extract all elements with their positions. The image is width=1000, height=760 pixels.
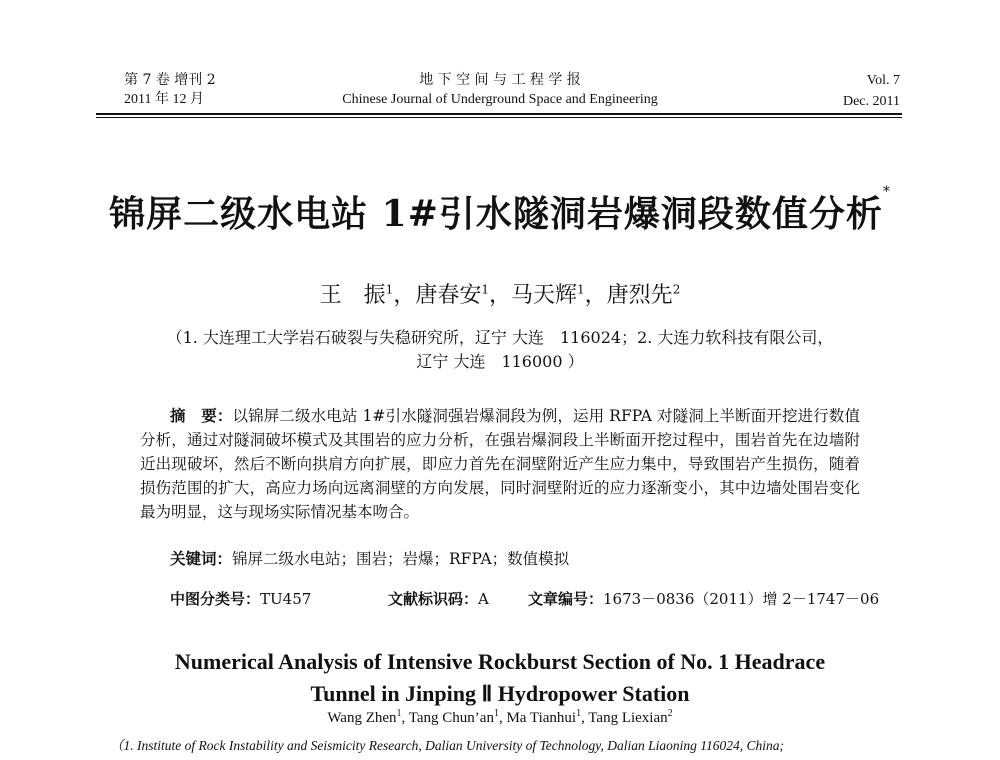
title-en-line2: Tunnel in Jinping Ⅱ Hydropower Station	[310, 681, 690, 706]
affiliation-en: （1. Institute of Rock Instability and Seismicity Research, Dalian University of Technology, Dalian Liaoning 116024, China;	[110, 738, 785, 753]
author-separator-en: ,	[401, 710, 409, 726]
author-affil-mark-en: 1	[493, 708, 499, 719]
author-separator: ，	[584, 283, 607, 308]
author-separator-en: ,	[581, 710, 589, 726]
keywords-text: 锦屏二级水电站；围岩；岩爆；RFPA；数值模拟	[232, 550, 570, 568]
abstract-text: 以锦屏二级水电站 1#引水隧洞强岩爆洞段为例，运用 RFPA 对隧洞上半断面开挖进行数值分析，通过对隧洞破坏模式及其围岩的应力分析，在强岩爆洞段上半断面开挖过程中，围岩首先在边墙附近出现破坏，然后不断向拱肩方向扩展，即应力首先在洞壁附近产生应力集中，导致围岩产生损伤，随着损伤范围的扩大，高应力场向远离洞壁的方向发展，同时洞壁附近的应力逐渐变小，其中边墙处围岩变化最为明显，这与现场实际情况基本吻合。	[140, 407, 860, 521]
author-name: 唐春安	[415, 283, 482, 308]
affiliation-cn-line2: 辽宁 大连 116000 ）	[416, 352, 584, 371]
author-name-en: Tang Liexian	[588, 710, 668, 726]
article-value: 1673－0836（2011）增 2－1747－06	[603, 590, 880, 608]
date-cn: 2011 年 12 月	[124, 92, 204, 107]
affiliation-cn	[150, 326, 850, 374]
author-name-en: Tang Chun’an	[408, 710, 494, 726]
author-separator: ，	[393, 283, 416, 308]
title-en-line1: Numerical Analysis of Intensive Rockburst Section of No. 1 Headrace	[174, 649, 826, 674]
author-affil-mark: 2	[672, 282, 681, 297]
author-affil-mark: 1	[385, 282, 394, 297]
author-separator-en: ,	[498, 710, 507, 726]
volume-cn: 第 7 卷 增刊 2	[124, 72, 216, 88]
title-text: 锦屏二级水电站 1#引水隧洞岩爆洞段数值分析	[109, 193, 883, 235]
author-name-en: Ma Tianhui	[506, 710, 577, 726]
affiliation-cn-line1: （1. 大连理工大学岩石破裂与失稳研究所，辽宁 大连 116024；2. 大连力软科技有限公司，	[166, 328, 834, 347]
author-name: 王 振	[319, 283, 386, 308]
author-affil-mark: 1	[481, 282, 489, 297]
clc-label: 中图分类号：	[170, 590, 261, 608]
header-rule-thick	[96, 113, 902, 115]
authors-en	[0, 708, 1000, 727]
header-center	[100, 70, 900, 110]
article-number	[528, 588, 879, 610]
volume-en: Vol. 7	[866, 73, 900, 88]
clc-value: TU457	[260, 590, 312, 608]
author-name-en: Wang Zhen	[327, 710, 397, 726]
journal-name-en: Chinese Journal of Underground Space and Engineering	[342, 92, 658, 107]
author-affil-mark: 1	[577, 282, 585, 297]
title-footnote-mark: *	[882, 184, 891, 200]
header-rule-thin	[96, 117, 902, 118]
paper-title-cn	[0, 186, 1000, 237]
doc-label: 文献标识码：	[388, 590, 479, 608]
keywords-label: 关键词：	[170, 550, 233, 568]
article-label: 文章编号：	[528, 590, 604, 608]
journal-name-cn: 地 下 空 间 与 工 程 学 报	[419, 72, 581, 88]
authors-cn	[0, 278, 1000, 309]
date-en: Dec. 2011	[842, 94, 900, 109]
author-name: 唐烈先	[606, 283, 673, 308]
doc-value: A	[478, 590, 489, 608]
author-affil-mark-en: 1	[396, 708, 402, 719]
abstract-label: 摘 要：	[170, 407, 233, 425]
clc-number	[170, 588, 311, 610]
document-code	[388, 588, 489, 610]
keywords-cn	[170, 548, 860, 570]
author-affil-mark-en: 2	[667, 708, 673, 719]
author-name: 马天辉	[511, 283, 578, 308]
author-affil-mark-en: 1	[576, 708, 582, 719]
author-separator: ，	[488, 283, 511, 308]
abstract-cn	[140, 404, 860, 524]
paper-title-en	[100, 646, 900, 710]
header-right	[843, 70, 900, 112]
running-header	[100, 70, 900, 114]
